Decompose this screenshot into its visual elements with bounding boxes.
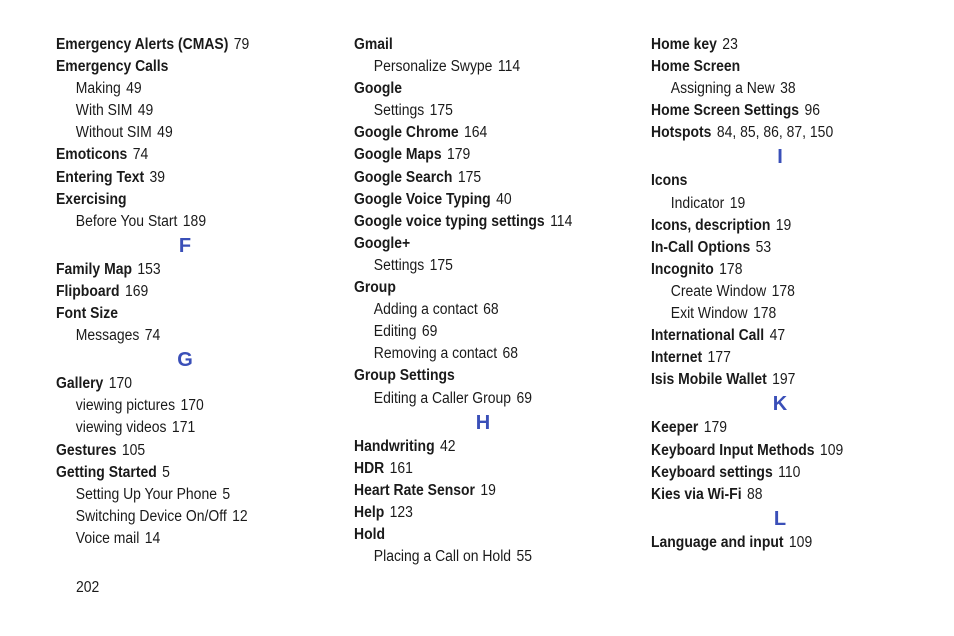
entry-term: Settings	[373, 256, 425, 274]
index-entry	[354, 524, 615, 546]
entry-page-refs[interactable]: 123	[389, 503, 413, 521]
index-subentry	[56, 484, 317, 506]
entry-page-refs[interactable]: 79	[233, 36, 250, 53]
index-entry	[56, 462, 317, 484]
index-entry	[354, 458, 615, 480]
index-entry	[56, 144, 317, 166]
entry-page-refs[interactable]: 175	[457, 168, 482, 186]
section-letter: K	[772, 393, 788, 416]
index-entry	[354, 480, 615, 502]
entry-page-refs[interactable]: 5	[222, 485, 231, 503]
entry-page-refs[interactable]: 38	[780, 80, 796, 98]
section-letter: G	[177, 349, 193, 372]
index-entry	[56, 167, 317, 189]
entry-term: Keyboard settings	[651, 463, 773, 481]
entry-term: Emergency Alerts (CMAS)	[56, 36, 229, 53]
entry-term: Group Settings	[354, 367, 455, 385]
entry-term: Google Chrome	[354, 124, 459, 142]
index-subentry	[354, 343, 615, 365]
entry-term: Handwriting	[354, 437, 435, 455]
index-entry	[651, 215, 912, 237]
section-letter: F	[178, 234, 192, 257]
index-entry	[354, 34, 615, 56]
index-subentry	[651, 303, 912, 325]
entry-page-refs[interactable]: 69	[516, 389, 532, 407]
index-subentry	[354, 299, 615, 321]
entry-term: With SIM	[75, 102, 133, 120]
entry-term: Flipboard	[56, 282, 120, 300]
entry-page-refs[interactable]: 179	[703, 419, 727, 437]
entry-term: Emoticons	[56, 146, 128, 164]
entry-page-refs[interactable]: 171	[171, 419, 196, 437]
entry-page-refs[interactable]: 189	[182, 212, 207, 230]
entry-page-refs[interactable]: 109	[788, 533, 813, 551]
entry-term: Gallery	[56, 375, 104, 393]
entry-term: Voice mail	[75, 529, 140, 547]
entry-page-refs[interactable]: 177	[707, 349, 731, 367]
index-entry	[651, 237, 912, 259]
entry-page-refs[interactable]: 19	[775, 216, 792, 234]
section-letter: L	[773, 507, 787, 530]
entry-page-refs[interactable]: 19	[480, 481, 496, 499]
index-subentry	[56, 325, 317, 347]
index-entry	[651, 532, 912, 554]
entry-term: Settings	[373, 102, 425, 120]
entry-term: Exit Window	[670, 305, 748, 323]
entry-term: Google Voice Typing	[354, 190, 491, 208]
index-subentry	[56, 528, 317, 550]
entry-page-refs[interactable]: 197	[772, 371, 796, 389]
index-entry	[354, 365, 615, 387]
index-entry	[354, 167, 615, 189]
entry-term: Entering Text	[56, 168, 145, 186]
index-entry	[651, 122, 912, 144]
entry-term: Getting Started	[56, 463, 157, 481]
index-entry	[651, 484, 912, 506]
entry-page-refs[interactable]: 42	[440, 437, 456, 455]
entry-term: Exercising	[56, 190, 127, 208]
entry-page-refs[interactable]: 114	[550, 212, 573, 230]
page-number: 202	[76, 579, 100, 596]
entry-page-refs[interactable]: 114	[497, 58, 521, 76]
index-subentry	[56, 506, 317, 528]
index-subentry	[651, 193, 912, 215]
entry-term: Isis Mobile Wallet	[651, 371, 767, 389]
index-entry	[56, 259, 317, 281]
entry-term: Google Search	[354, 168, 453, 186]
index-entry	[354, 436, 615, 458]
entry-page-refs[interactable]: 49	[126, 80, 142, 98]
entry-page-refs[interactable]: 19	[729, 194, 746, 212]
index-entry	[354, 233, 615, 255]
entry-page-refs[interactable]: 74	[132, 146, 149, 164]
index-entry	[354, 189, 615, 211]
entry-page-refs[interactable]: 178	[752, 305, 777, 323]
entry-page-refs[interactable]: 5	[162, 463, 170, 481]
index-column-1	[56, 34, 346, 550]
entry-term: Home key	[651, 36, 717, 53]
entry-page-refs[interactable]: 14	[144, 529, 161, 547]
entry-page-refs[interactable]: 170	[180, 397, 204, 415]
entry-page-refs[interactable]: 175	[429, 102, 453, 120]
entry-page-refs[interactable]: 68	[502, 345, 519, 363]
index-entry	[56, 189, 317, 211]
entry-term: Removing a contact	[373, 345, 498, 363]
entry-page-refs[interactable]: 68	[483, 301, 499, 319]
index-entry	[56, 281, 317, 303]
index-subentry	[56, 100, 317, 122]
entry-page-refs[interactable]: 109	[819, 441, 844, 459]
entry-page-refs[interactable]: 179	[446, 146, 471, 164]
entry-term: Gestures	[56, 441, 117, 459]
index-subentry	[56, 417, 317, 439]
index-subentry	[56, 395, 317, 417]
entry-term: Home Screen Settings	[651, 102, 800, 120]
entry-term: International Call	[651, 327, 765, 345]
entry-term: Language and input	[651, 533, 784, 551]
entry-term: Google	[354, 80, 403, 98]
index-subentry	[354, 100, 615, 122]
index-subentry	[651, 78, 912, 100]
entry-term: Placing a Call on Hold	[373, 548, 512, 566]
entry-term: Gmail	[354, 36, 393, 53]
entry-term: Kies via Wi-Fi	[651, 485, 742, 503]
entry-page-refs[interactable]: 178	[771, 282, 795, 300]
index-subentry	[56, 122, 317, 144]
entry-term: Without SIM	[75, 124, 152, 142]
entry-page-refs[interactable]: 40	[496, 190, 512, 208]
entry-term: viewing pictures	[75, 397, 176, 415]
index-subentry	[354, 56, 615, 78]
index-entry	[651, 440, 912, 462]
entry-term: In-Call Options	[651, 238, 751, 256]
index-entry	[56, 56, 317, 78]
entry-term: Google+	[354, 234, 411, 252]
entry-page-refs[interactable]: 105	[121, 441, 146, 459]
entry-page-refs[interactable]: 169	[124, 282, 149, 300]
index-entry	[651, 259, 912, 281]
index-entry	[651, 170, 912, 192]
entry-term: Icons, description	[651, 216, 771, 234]
index-entry	[651, 56, 912, 78]
entry-term: Adding a contact	[373, 301, 478, 319]
entry-page-refs[interactable]: 53	[755, 238, 772, 256]
entry-page-refs[interactable]: 96	[804, 102, 821, 120]
entry-term: Internet	[651, 349, 703, 367]
entry-term: HDR	[354, 459, 385, 477]
index-entry	[651, 417, 912, 439]
entry-term: Home Screen	[651, 58, 741, 76]
entry-term: Icons	[651, 172, 688, 190]
section-letter: I	[777, 146, 783, 169]
entry-page-refs[interactable]: 84, 85, 86, 87, 150	[716, 124, 834, 142]
entry-term: Hold	[354, 525, 385, 543]
index-entry	[56, 440, 317, 462]
entry-page-refs[interactable]: 23	[722, 36, 738, 53]
entry-page-refs[interactable]: 55	[516, 548, 532, 566]
index-entry	[56, 303, 317, 325]
index-entry	[354, 144, 615, 166]
entry-term: Editing a Caller Group	[373, 389, 512, 407]
entry-term: Group	[354, 279, 396, 297]
entry-term: Indicator	[670, 194, 725, 212]
entry-page-refs[interactable]: 153	[137, 260, 161, 278]
index-subentry	[56, 78, 317, 100]
index-entry	[56, 34, 317, 56]
index-entry	[651, 347, 912, 369]
entry-page-refs[interactable]: 88	[746, 485, 763, 503]
entry-page-refs[interactable]: 12	[232, 507, 248, 525]
index-column-3	[651, 34, 941, 554]
entry-term: Messages	[75, 327, 140, 345]
entry-page-refs[interactable]: 164	[464, 124, 488, 142]
entry-page-refs[interactable]: 74	[144, 327, 161, 345]
entry-term: Keeper	[651, 419, 699, 437]
index-entry	[651, 369, 912, 391]
entry-term: Before You Start	[75, 212, 178, 230]
index-subentry	[354, 255, 615, 277]
entry-page-refs[interactable]: 49	[137, 102, 154, 120]
section-letter: H	[475, 411, 491, 434]
entry-term: Family Map	[56, 260, 132, 278]
entry-page-refs[interactable]: 161	[389, 459, 413, 477]
entry-term: Emergency Calls	[56, 58, 169, 76]
entry-term: Making	[75, 80, 121, 98]
index-entry	[651, 325, 912, 347]
index-entry	[354, 502, 615, 524]
index-subentry	[651, 281, 912, 303]
index-entry	[354, 122, 615, 144]
index-entry	[56, 373, 317, 395]
entry-term: Incognito	[651, 260, 714, 278]
entry-term: Editing	[373, 323, 417, 341]
index-entry	[354, 277, 615, 299]
entry-term: Font Size	[56, 305, 119, 323]
entry-page-refs[interactable]: 69	[421, 323, 438, 341]
entry-term: Assigning a New	[670, 80, 775, 98]
entry-term: Keyboard Input Methods	[651, 441, 815, 459]
entry-page-refs[interactable]: 175	[429, 256, 453, 274]
entry-term: Setting Up Your Phone	[75, 485, 217, 503]
index-subentry	[354, 321, 615, 343]
entry-page-refs[interactable]: 178	[719, 260, 743, 278]
entry-page-refs[interactable]: 47	[769, 327, 786, 345]
entry-page-refs[interactable]: 49	[157, 124, 173, 142]
entry-term: Personalize Swype	[373, 58, 493, 76]
entry-term: Help	[354, 503, 385, 521]
index-entry	[354, 211, 615, 233]
entry-page-refs[interactable]: 110	[778, 463, 801, 481]
entry-term: Switching Device On/Off	[75, 507, 227, 525]
entry-term: Create Window	[670, 282, 767, 300]
entry-term: Heart Rate Sensor	[354, 481, 475, 499]
index-entry	[651, 34, 912, 56]
index-entry	[651, 462, 912, 484]
entry-term: Hotspots	[651, 124, 712, 142]
entry-term: Google voice typing settings	[354, 212, 545, 230]
index-column-2	[354, 34, 644, 568]
entry-page-refs[interactable]: 170	[108, 375, 132, 393]
index-entry	[354, 78, 615, 100]
entry-term: Google Maps	[354, 146, 442, 164]
index-subentry	[56, 211, 317, 233]
index-entry	[651, 100, 912, 122]
entry-page-refs[interactable]: 39	[149, 168, 166, 186]
index-subentry	[354, 546, 615, 568]
entry-term: viewing videos	[75, 419, 167, 437]
index-subentry	[354, 388, 615, 410]
